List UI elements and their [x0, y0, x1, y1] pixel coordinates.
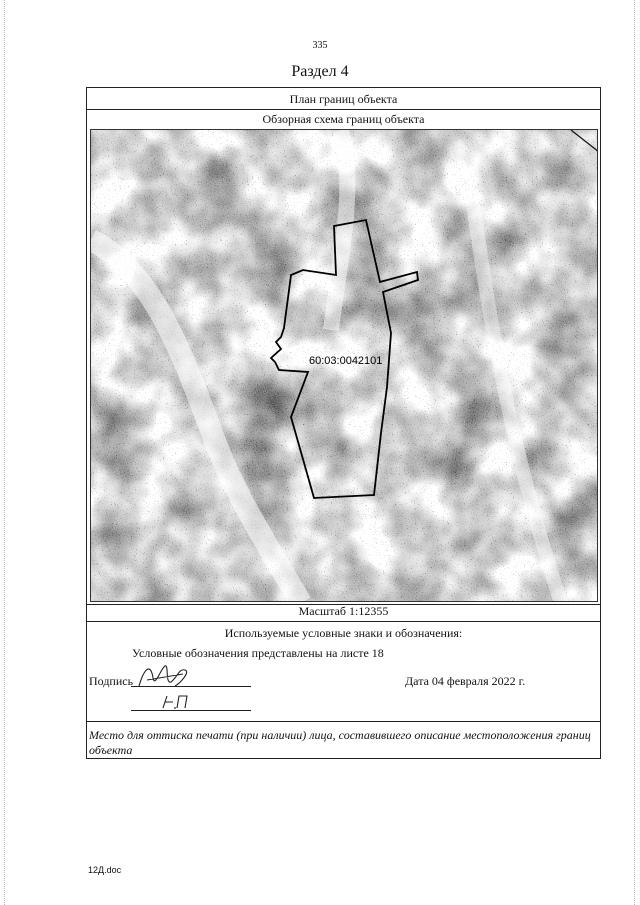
scheme-title: Обзорная схема границ объекта: [262, 112, 425, 126]
stamp-placeholder-note: Место для оттиска печати (при наличии) лица, составившего описание местоположения границ объекта: [89, 728, 591, 757]
divider: [87, 109, 600, 110]
section-title: Раздел 4: [291, 63, 349, 80]
boundary-plan-frame: [86, 87, 601, 759]
handwritten-signature: [135, 660, 195, 692]
handwritten-initials: [157, 692, 201, 712]
overview-map: [90, 129, 598, 602]
satellite-map-image: [91, 130, 598, 602]
cadastral-number-label: 60:03:0042101: [309, 355, 383, 367]
legend-title: Используемые условные знаки и обозначения:: [224, 626, 463, 640]
plan-header: План границ объекта: [289, 92, 398, 106]
map-scale: Масштаб 1:12355: [298, 604, 389, 618]
signature-label: Подпись: [89, 674, 134, 688]
divider: [87, 621, 600, 622]
signature-date: Дата 04 февраля 2022 г.: [405, 674, 526, 688]
right-edge-marks: [634, 0, 636, 905]
legend-note: Условные обозначения представлены на листе 18: [132, 646, 384, 660]
divider: [87, 721, 600, 722]
left-edge-marks: [4, 0, 6, 905]
file-name: 12Д.doc: [88, 865, 122, 875]
page-number: 335: [312, 40, 328, 51]
